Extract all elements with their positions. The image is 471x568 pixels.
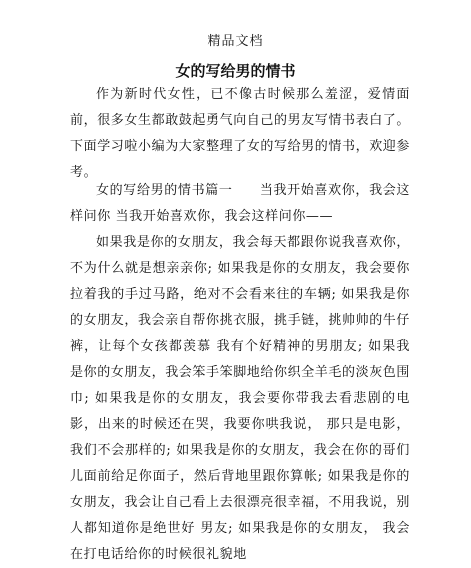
section-heading-paragraph: 女的写给男的情书篇一 当我开始喜欢你，我会这样问你 当我开始喜欢你，我会这样问你—— <box>70 183 410 224</box>
intro-paragraph: 作为新时代女性，已不像古时候那么羞涩，爱情面前，很多女生都敢鼓起勇气向自己的男友写情书表白了。下面学习啦小编为大家整理了女的写给男的情书，欢迎参考。 <box>70 87 411 180</box>
document-title: 女的写给男的情书 <box>175 62 296 80</box>
letter-body-paragraph: 如果我是你的女朋友，我会每天都跟你说我喜欢你，不为什么就是想亲亲你; 如果我是你的女朋友，我会要你拉着我的手过马路，绝对不会看来往的车辆; 如果我是你的女朋友，我会亲自帮你挑衣服，挑手链，挑帅帅的牛仔裤，让每个女孩都羡慕 我有个好精神的男朋友; 如果我是你的女朋友，我会笨手笨脚地给你织全羊毛的淡灰色围巾; 如果我是你的女朋友，我会要你带我去看悲剧的电影，出来的时候还在哭，我要你哄我说， 那只是电影，我们不会那样的; 如果我是你的女朋友，我会在你的哥们儿面前给足你面子，然后背地里跟你算帐; 如果我是你的女朋友，我会让自己看上去很漂亮很幸福，不用我说，别人都知道你是绝世好 男友; 如果我是你的女朋友， 我会在打电话给你的时候很礼貌地 <box>70 235 411 562</box>
document-header-label: 精品文档 <box>207 34 264 49</box>
